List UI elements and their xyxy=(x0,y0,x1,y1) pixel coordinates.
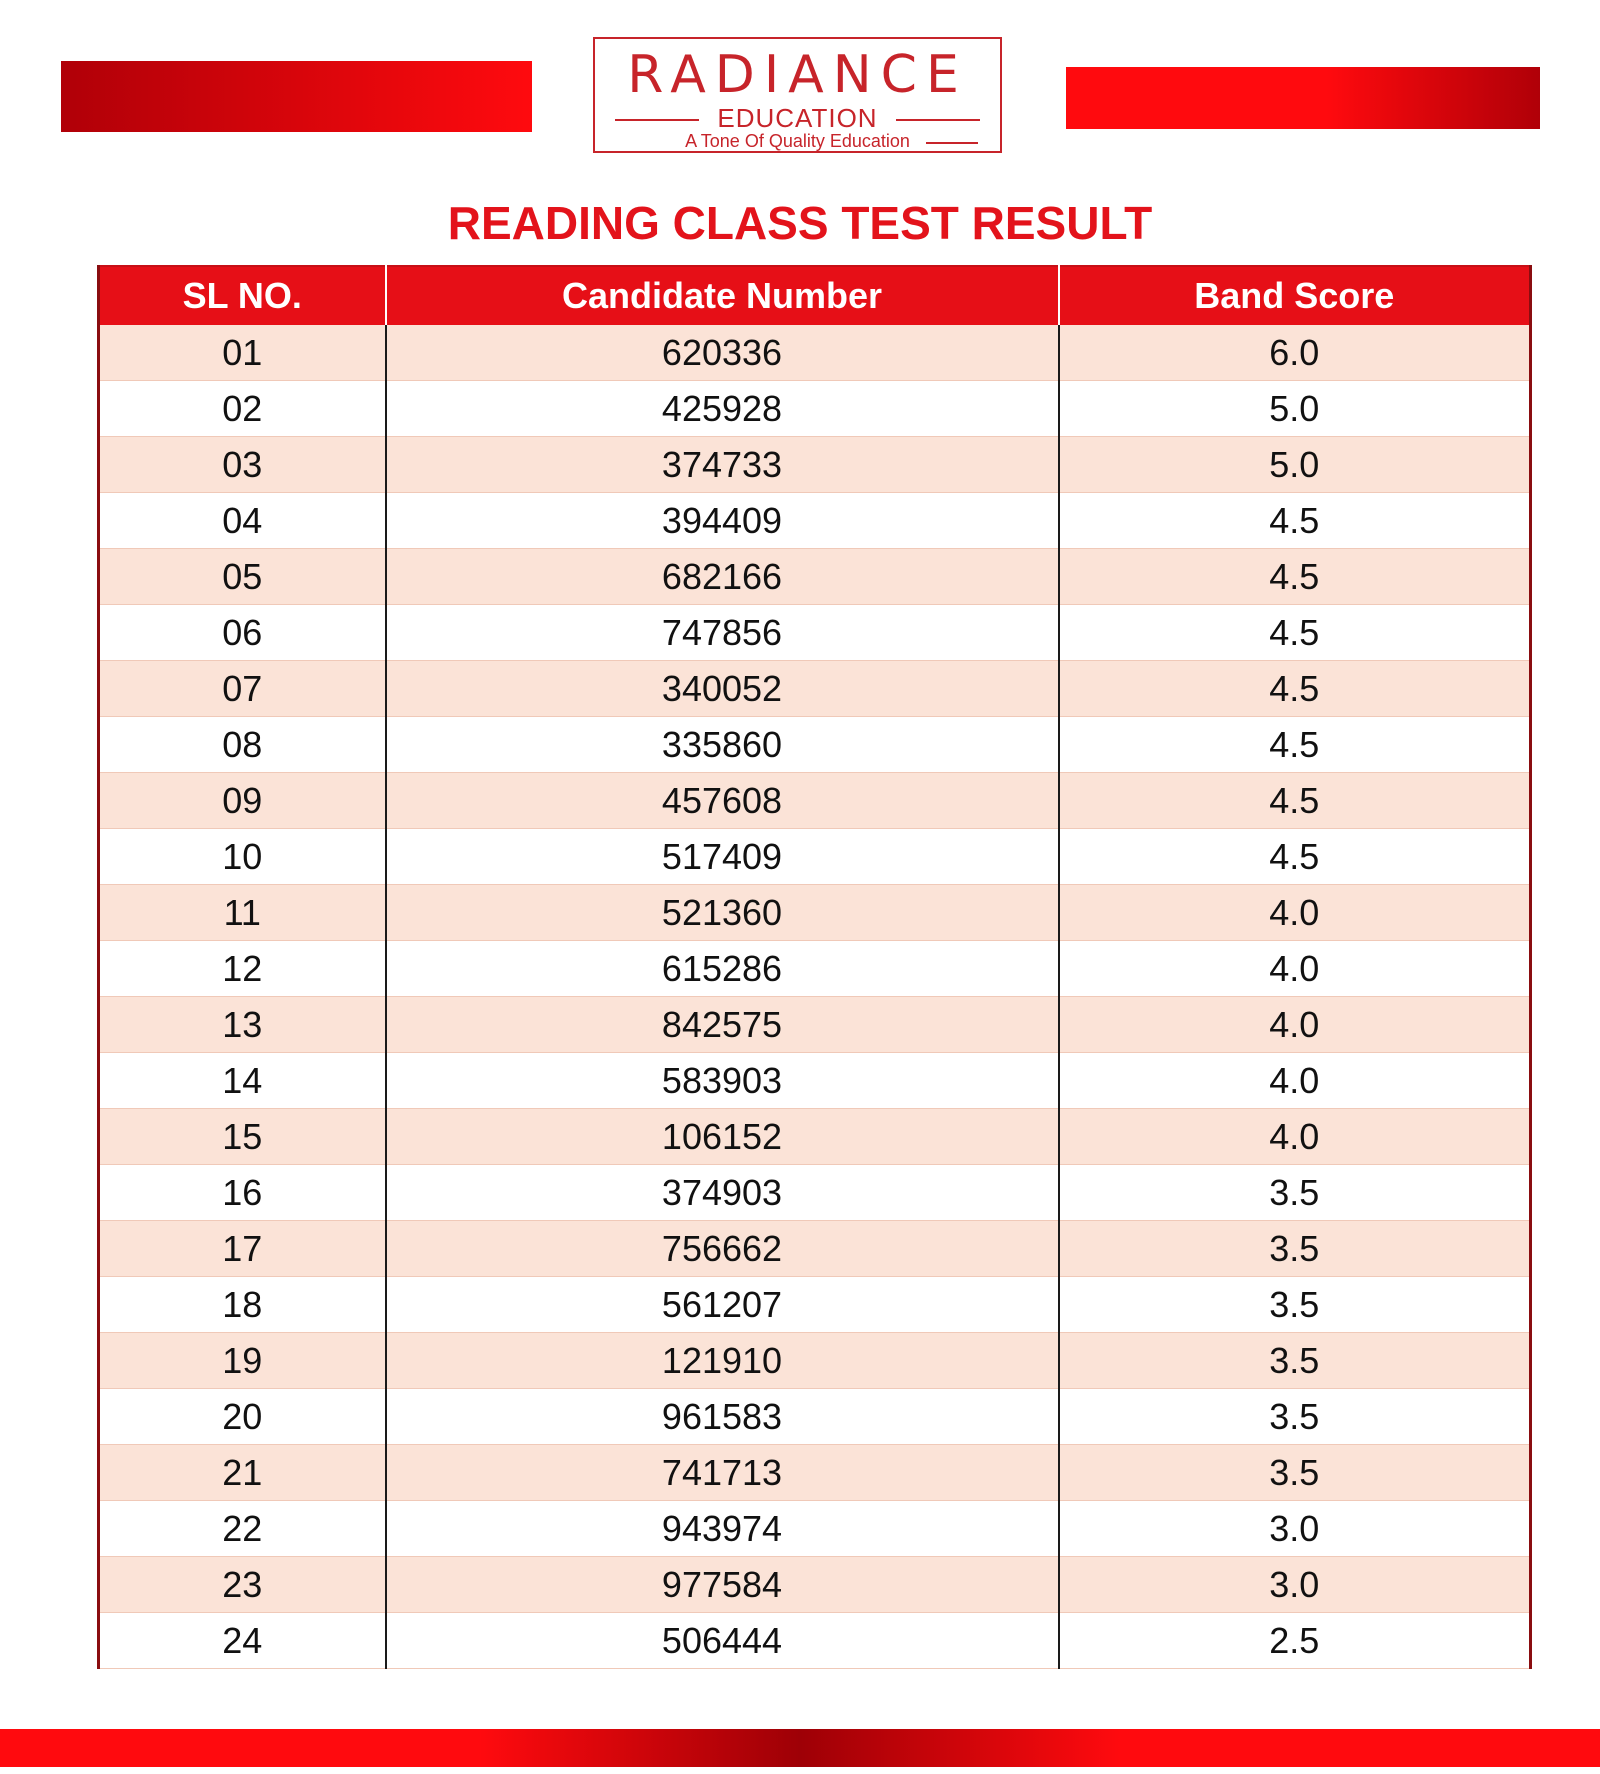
candidate-number-cell: 374733 xyxy=(386,437,1059,493)
candidate-number-cell: 425928 xyxy=(386,381,1059,437)
candidate-number-cell: 506444 xyxy=(386,1613,1059,1669)
table-row xyxy=(99,549,1531,605)
band-score-cell: 4.5 xyxy=(1059,829,1531,885)
column-header-band-score: Band Score xyxy=(1059,266,1531,325)
page-title: READING CLASS TEST RESULT xyxy=(447,197,1153,249)
sl-no-cell: 16 xyxy=(99,1165,386,1221)
candidate-number-cell: 121910 xyxy=(386,1333,1059,1389)
candidate-number-cell: 106152 xyxy=(386,1109,1059,1165)
table-row xyxy=(99,1053,1531,1109)
sl-no-cell: 08 xyxy=(99,717,386,773)
sl-no-cell: 12 xyxy=(99,941,386,997)
sl-no-cell: 01 xyxy=(99,325,386,381)
candidate-number-cell: 517409 xyxy=(386,829,1059,885)
band-score-cell: 3.5 xyxy=(1059,1445,1531,1501)
sl-no-cell: 06 xyxy=(99,605,386,661)
band-score-cell: 4.0 xyxy=(1059,885,1531,941)
candidate-number-cell: 457608 xyxy=(386,773,1059,829)
sl-no-cell: 09 xyxy=(99,773,386,829)
sl-no-cell: 20 xyxy=(99,1389,386,1445)
decorative-red-bar-left xyxy=(61,61,532,132)
band-score-cell: 4.0 xyxy=(1059,1109,1531,1165)
sl-no-cell: 19 xyxy=(99,1333,386,1389)
sl-no-cell: 10 xyxy=(99,829,386,885)
table-row xyxy=(99,885,1531,941)
band-score-cell: 3.5 xyxy=(1059,1333,1531,1389)
candidate-number-cell: 943974 xyxy=(386,1501,1059,1557)
candidate-number-cell: 620336 xyxy=(386,325,1059,381)
band-score-cell: 3.0 xyxy=(1059,1501,1531,1557)
table-row xyxy=(99,829,1531,885)
candidate-number-cell: 961583 xyxy=(386,1389,1059,1445)
table-row xyxy=(99,325,1531,381)
band-score-cell: 4.5 xyxy=(1059,661,1531,717)
table-row xyxy=(99,1613,1531,1669)
table-row xyxy=(99,1277,1531,1333)
band-score-cell: 3.5 xyxy=(1059,1277,1531,1333)
table-row xyxy=(99,1557,1531,1613)
sl-no-cell: 07 xyxy=(99,661,386,717)
sl-no-cell: 15 xyxy=(99,1109,386,1165)
candidate-number-cell: 340052 xyxy=(386,661,1059,717)
band-score-cell: 3.5 xyxy=(1059,1165,1531,1221)
sl-no-cell: 17 xyxy=(99,1221,386,1277)
band-score-cell: 5.0 xyxy=(1059,437,1531,493)
radiance-logo xyxy=(593,37,1002,153)
band-score-cell: 5.0 xyxy=(1059,381,1531,437)
candidate-number-cell: 756662 xyxy=(386,1221,1059,1277)
candidate-number-cell: 615286 xyxy=(386,941,1059,997)
sl-no-cell: 03 xyxy=(99,437,386,493)
candidate-number-cell: 374903 xyxy=(386,1165,1059,1221)
candidate-number-cell: 977584 xyxy=(386,1557,1059,1613)
band-score-cell: 4.5 xyxy=(1059,773,1531,829)
sl-no-cell: 05 xyxy=(99,549,386,605)
band-score-cell: 3.5 xyxy=(1059,1389,1531,1445)
decorative-red-bar-right xyxy=(1066,67,1540,129)
table-row xyxy=(99,661,1531,717)
table-row xyxy=(99,1389,1531,1445)
band-score-cell: 3.0 xyxy=(1059,1557,1531,1613)
candidate-number-cell: 583903 xyxy=(386,1053,1059,1109)
candidate-number-cell: 682166 xyxy=(386,549,1059,605)
sl-no-cell: 22 xyxy=(99,1501,386,1557)
table-row xyxy=(99,717,1531,773)
logo-subtitle: EDUCATION xyxy=(717,103,878,133)
logo-tagline: A Tone Of Quality Education xyxy=(685,131,910,151)
sl-no-cell: 04 xyxy=(99,493,386,549)
candidate-number-cell: 842575 xyxy=(386,997,1059,1053)
table-row xyxy=(99,941,1531,997)
candidate-number-cell: 741713 xyxy=(386,1445,1059,1501)
band-score-cell: 6.0 xyxy=(1059,325,1531,381)
sl-no-cell: 02 xyxy=(99,381,386,437)
table-row xyxy=(99,1221,1531,1277)
sl-no-cell: 23 xyxy=(99,1557,386,1613)
table-header-row xyxy=(99,266,1531,325)
band-score-cell: 4.5 xyxy=(1059,717,1531,773)
band-score-cell: 4.0 xyxy=(1059,941,1531,997)
table-row xyxy=(99,1109,1531,1165)
candidate-number-cell: 521360 xyxy=(386,885,1059,941)
table-row xyxy=(99,997,1531,1053)
decorative-red-bar-bottom xyxy=(0,1729,1600,1767)
table-row xyxy=(99,1445,1531,1501)
table-row xyxy=(99,773,1531,829)
candidate-number-cell: 394409 xyxy=(386,493,1059,549)
band-score-cell: 4.0 xyxy=(1059,1053,1531,1109)
logo-tagline-divider xyxy=(926,142,978,144)
band-score-cell: 4.5 xyxy=(1059,493,1531,549)
column-header-sl-no: SL NO. xyxy=(99,266,386,325)
column-header-candidate-number: Candidate Number xyxy=(386,266,1059,325)
table-row xyxy=(99,493,1531,549)
logo-wordmark: RADIANCE xyxy=(627,45,968,105)
band-score-cell: 3.5 xyxy=(1059,1221,1531,1277)
candidate-number-cell: 561207 xyxy=(386,1277,1059,1333)
table-row xyxy=(99,437,1531,493)
sl-no-cell: 14 xyxy=(99,1053,386,1109)
band-score-cell: 4.5 xyxy=(1059,605,1531,661)
table-row xyxy=(99,1165,1531,1221)
band-score-cell: 2.5 xyxy=(1059,1613,1531,1669)
sl-no-cell: 11 xyxy=(99,885,386,941)
band-score-cell: 4.0 xyxy=(1059,997,1531,1053)
table-row xyxy=(99,605,1531,661)
sl-no-cell: 18 xyxy=(99,1277,386,1333)
results-table xyxy=(97,265,1532,1669)
candidate-number-cell: 747856 xyxy=(386,605,1059,661)
sl-no-cell: 24 xyxy=(99,1613,386,1669)
band-score-cell: 4.5 xyxy=(1059,549,1531,605)
sl-no-cell: 13 xyxy=(99,997,386,1053)
candidate-number-cell: 335860 xyxy=(386,717,1059,773)
sl-no-cell: 21 xyxy=(99,1445,386,1501)
table-row xyxy=(99,1333,1531,1389)
logo-divider-right xyxy=(896,119,980,121)
table-row xyxy=(99,1501,1531,1557)
table-row xyxy=(99,381,1531,437)
